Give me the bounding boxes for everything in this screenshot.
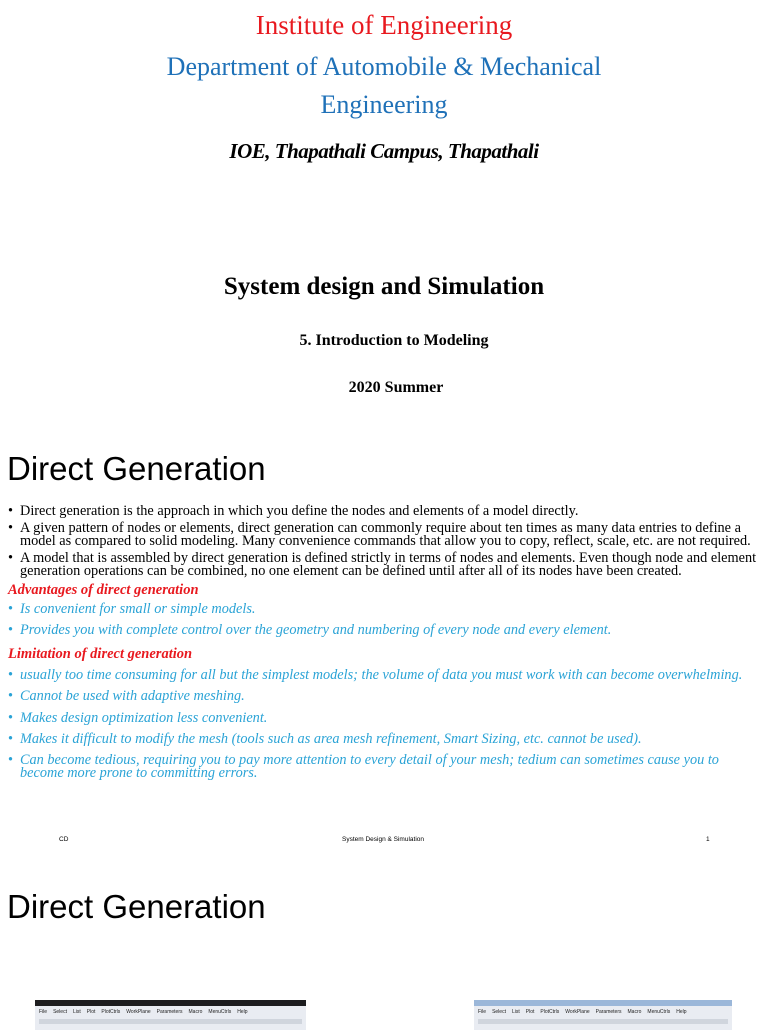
- department-title: [0, 48, 768, 124]
- software-screenshot-right: [474, 1000, 732, 1030]
- bullet-3: • A model that is assembled by direct generation is defined strictly in terms of nodes and elements. Even though node and element generation operations can be combined, no one element can be defined until after all of its nodes have been created.: [8, 552, 764, 577]
- menu-item: PlotCtrls: [101, 1009, 121, 1015]
- limitations-heading: Limitation of direct generation: [8, 645, 193, 662]
- menu-item: WorkPlane: [126, 1009, 151, 1015]
- footer-left: CD: [59, 836, 69, 843]
- bullet-1: • Direct generation is the approach in which you define the nodes and elements of a model directly.: [8, 505, 764, 517]
- menu-item: MenuCtrls: [647, 1009, 671, 1015]
- menu-item: Select: [492, 1009, 506, 1015]
- campus-name: IOE, Thapathali Campus, Thapathali: [229, 139, 539, 163]
- page-number: 1: [706, 836, 710, 843]
- department-line-1: Department of Automobile & Mechanical: [166, 52, 602, 81]
- menu-item: WorkPlane: [565, 1009, 590, 1015]
- limitation-3: • Makes design optimization less convenient.: [8, 712, 764, 724]
- menu-item: Help: [676, 1009, 687, 1015]
- footer-center: System Design & Simulation: [342, 836, 425, 843]
- menu-item: Help: [237, 1009, 248, 1015]
- chapter-title: 5. Introduction to Modeling: [299, 332, 489, 349]
- session-label: 2020 Summer: [348, 379, 444, 396]
- advantage-1: • Is convenient for small or simple models.: [8, 603, 764, 615]
- screenshot-menu-bar: [35, 1006, 306, 1018]
- slide1-content: [8, 505, 764, 779]
- advantage-2: • Provides you with complete control over the geometry and numbering of every node and every element.: [8, 624, 764, 636]
- menu-item: Macro: [188, 1009, 203, 1015]
- menu-item: Select: [53, 1009, 67, 1015]
- menu-item: Plot: [86, 1009, 96, 1015]
- limitation-1: • usually too time consuming for all but the simplest models; the volume of data you must work with can become overwhelming.: [8, 669, 764, 681]
- slide1-heading: Direct Generation: [7, 450, 266, 487]
- menu-item: Parameters: [595, 1009, 622, 1015]
- slide2-heading: Direct Generation: [7, 888, 266, 925]
- menu-item: Macro: [627, 1009, 642, 1015]
- screenshot-toolbar: [478, 1019, 728, 1024]
- limitation-4: • Makes it difficult to modify the mesh (tools such as area mesh refinement, Smart Sizing, etc. cannot be used).: [8, 733, 764, 745]
- menu-item: Parameters: [156, 1009, 183, 1015]
- menu-item: File: [39, 1009, 48, 1015]
- menu-item: File: [478, 1009, 487, 1015]
- menu-item: List: [72, 1009, 81, 1015]
- menu-item: List: [511, 1009, 520, 1015]
- institute-title: Institute of Engineering: [255, 10, 513, 40]
- bullet-2: • A given pattern of nodes or elements, direct generation can commonly require about ten times as many data entries to define a model as compared to solid modeling. Many convenience commands that allow you to copy, reflect, scale, etc. are not required.: [8, 522, 764, 547]
- menu-item: Plot: [525, 1009, 535, 1015]
- screenshot-menu-bar: [474, 1006, 732, 1018]
- limitation-5: • Can become tedious, requiring you to pay more attention to every detail of your mesh; tedium can sometimes cause you to become more prone to committing errors.: [8, 754, 764, 779]
- limitation-2: • Cannot be used with adaptive meshing.: [8, 690, 764, 702]
- menu-item: MenuCtrls: [208, 1009, 232, 1015]
- software-screenshot-left: [35, 1000, 306, 1030]
- advantages-heading: Advantages of direct generation: [8, 582, 199, 599]
- subject-title: System design and Simulation: [223, 273, 545, 300]
- screenshot-toolbar: [39, 1019, 302, 1024]
- menu-item: PlotCtrls: [540, 1009, 560, 1015]
- department-line-2: Engineering: [320, 90, 448, 119]
